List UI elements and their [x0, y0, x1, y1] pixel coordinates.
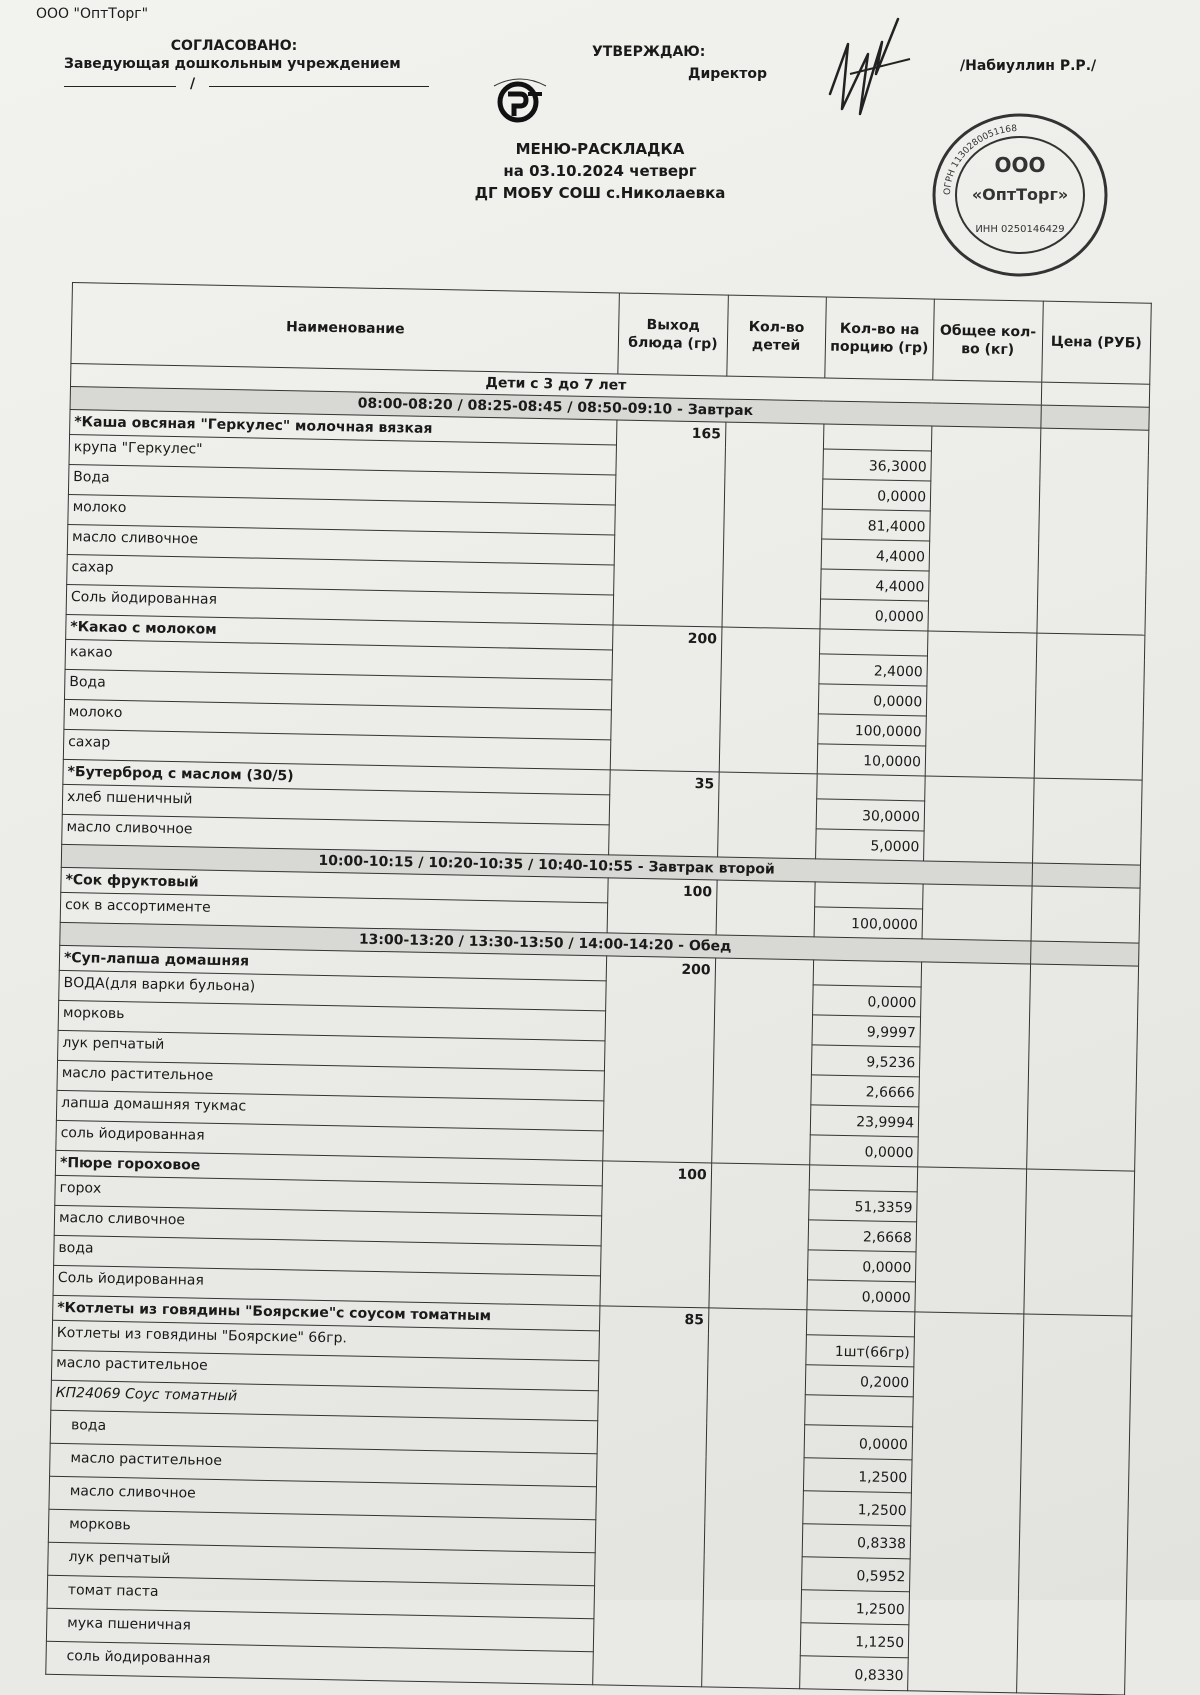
total-cell — [908, 1312, 1024, 1693]
total-cell — [925, 631, 1036, 778]
dish-name: *Пюре гороховое — [55, 1150, 603, 1186]
director-name: /Набиуллин Р.Р./ — [960, 58, 1097, 74]
total-cell — [928, 426, 1040, 633]
ingredient-name: лук репчатый — [48, 1542, 596, 1586]
ingredient-name: соль йодированная — [56, 1120, 604, 1161]
organization-name: ООО "ОптТорг" — [36, 6, 149, 22]
ingredient-portion: 5,0000 — [815, 829, 924, 861]
stamp-org: ООО — [994, 153, 1046, 177]
agreed-title: СОГЛАСОВАНО: — [170, 38, 298, 54]
price-cell — [1036, 428, 1148, 635]
total-cell — [918, 962, 1030, 1169]
ingredient-name: вода — [54, 1235, 602, 1276]
ingredient-portion: 4,4000 — [821, 539, 930, 571]
portion-cell — [819, 629, 928, 656]
director-role: Директор — [688, 66, 768, 82]
ingredient-name: масло сливочное — [54, 1205, 602, 1246]
agreed-signature-line — [64, 76, 444, 92]
column-header-children: Кол-во детей — [727, 295, 827, 378]
ingredient-portion: 4,4000 — [820, 569, 929, 601]
ingredient-name: Котлеты из говядины "Боярские" 66гр. — [52, 1320, 600, 1361]
ingredient-name: какао — [65, 639, 613, 680]
ingredient-portion: 1,2500 — [803, 1458, 912, 1493]
empty-cell — [1041, 382, 1150, 407]
name-blank — [209, 76, 429, 87]
ingredient-portion: 0,0000 — [809, 1135, 918, 1167]
ingredient-name: Вода — [64, 669, 612, 710]
title-date: на 03.10.2024 четверг — [503, 162, 697, 180]
column-header-yield: Выход блюда (гр) — [618, 293, 728, 376]
empty-cell — [1030, 941, 1139, 966]
portion-cell — [816, 774, 925, 801]
dish-yield: 100 — [600, 1161, 711, 1308]
price-cell — [1016, 1314, 1132, 1695]
column-header-name: Наименование — [71, 283, 620, 374]
ingredient-portion: 36,3000 — [823, 449, 932, 481]
dish-yield: 35 — [609, 770, 719, 857]
certification-logo-icon — [488, 72, 552, 124]
column-header-price: Цена (РУБ) — [1041, 301, 1151, 384]
menu-table-body — [46, 363, 1150, 1694]
children-count-cell — [722, 422, 824, 629]
signature-blank — [64, 76, 176, 87]
ingredient-name: морковь — [48, 1509, 596, 1553]
ingredient-name: мука пшеничная — [46, 1608, 594, 1652]
portion-cell — [814, 882, 923, 909]
ingredient-portion: 0,0000 — [820, 599, 929, 631]
ingredient-name: морковь — [58, 1000, 606, 1041]
ingredient-portion: 1,2500 — [801, 1590, 910, 1625]
ingredient-name: хлеб пшеничный — [62, 784, 610, 825]
total-cell — [924, 776, 1034, 863]
ingredient-name: Соль йодированная — [53, 1265, 601, 1306]
dish-name: *Какао с молоком — [66, 614, 614, 650]
portion-cell — [823, 424, 932, 451]
stamp-inn: ИНН 0250146429 — [975, 224, 1065, 235]
ingredient-name: крупа "Геркулес" — [69, 434, 617, 475]
children-count-cell — [711, 958, 813, 1165]
ingredient-name: масло сливочное — [49, 1476, 597, 1520]
ingredient-portion: 0,5952 — [801, 1557, 910, 1592]
ingredient-name: горох — [55, 1175, 603, 1216]
dish-name: *Сок фруктовый — [61, 867, 609, 903]
ingredient-portion: 81,4000 — [821, 509, 930, 541]
portion-cell — [813, 960, 922, 987]
ingredient-name: Соль йодированная — [66, 584, 614, 625]
dish-name: *Каша овсяная "Геркулес" молочная вязкая — [70, 409, 618, 445]
children-count-cell — [717, 772, 817, 859]
stamp-company: «ОптТорг» — [971, 185, 1069, 204]
ingredient-name: молоко — [68, 494, 616, 535]
dish-yield: 200 — [603, 956, 715, 1163]
ingredient-portion: 0,8330 — [799, 1656, 908, 1691]
children-count-cell — [716, 880, 815, 937]
ingredient-portion: 0,0000 — [812, 985, 921, 1017]
title-menu: МЕНЮ-РАСКЛАДКА — [515, 140, 685, 158]
ingredient-name: масло сливочное — [62, 814, 610, 855]
ingredient-portion: 23,9994 — [810, 1105, 919, 1137]
children-count-cell — [719, 627, 820, 774]
ingredient-portion: 51,3359 — [808, 1190, 917, 1222]
dish-name: *Бутерброд с маслом (30/5) — [63, 759, 611, 795]
ingredient-name: КП24069 Соус томатный — [51, 1380, 599, 1421]
ingredient-portion — [804, 1395, 913, 1427]
ingredient-portion: 10,0000 — [817, 744, 926, 776]
ingredient-name: масло растительное — [51, 1350, 599, 1391]
dish-name: *Котлеты из говядины "Боярские"с соусом томатным — [53, 1295, 601, 1331]
ingredient-portion: 2,4000 — [819, 654, 928, 686]
dish-yield: 165 — [613, 420, 725, 627]
ingredient-name: сахар — [67, 554, 615, 595]
children-count-cell — [701, 1308, 806, 1689]
agreed-slash: / — [190, 76, 196, 92]
price-cell — [1032, 778, 1142, 865]
price-cell — [1026, 964, 1138, 1171]
company-stamp — [930, 110, 1110, 280]
ingredient-portion: 2,6666 — [811, 1075, 920, 1107]
ingredient-name: масло растительное — [57, 1060, 605, 1101]
ingredient-portion: 0,2000 — [805, 1365, 914, 1397]
document-title — [440, 138, 760, 204]
column-header-total: Общее кол-во (кг) — [933, 299, 1043, 382]
column-header-portion: Кол-во на порцию (гр) — [824, 297, 934, 380]
director-signature — [820, 14, 920, 124]
ingredient-name: вода — [50, 1410, 598, 1454]
ingredient-name: сахар — [63, 729, 611, 770]
dish-name: *Суп-лапша домашняя — [59, 945, 607, 981]
ingredient-name: масло сливочное — [67, 524, 615, 565]
stamp-ogrn: ОГРН 1130280051168 — [942, 124, 1018, 196]
title-institution: ДГ МОБУ СОШ с.Николаевка — [474, 184, 726, 202]
total-cell — [915, 1167, 1026, 1314]
menu-table — [45, 282, 1152, 1695]
ingredient-portion: 100,0000 — [814, 907, 923, 939]
ingredient-name: лук репчатый — [58, 1030, 606, 1071]
ingredient-name: лапша домашняя тукмас — [56, 1090, 604, 1131]
meal-section-title: 08:00-08:20 / 08:25-08:45 / 08:50-09:10 - Завтрак — [70, 386, 1041, 428]
children-count-cell — [709, 1163, 810, 1310]
ingredient-portion: 0,0000 — [822, 479, 931, 511]
agreed-block — [64, 38, 444, 92]
ingredient-portion: 0,0000 — [804, 1425, 913, 1460]
dish-yield: 200 — [611, 625, 722, 772]
price-cell — [1023, 1169, 1134, 1316]
empty-cell — [1032, 863, 1141, 888]
meal-section-title: 13:00-13:20 / 13:30-13:50 / 14:00-14:20 - Обед — [60, 922, 1031, 964]
portion-cell — [806, 1310, 915, 1337]
ingredient-portion: 9,9997 — [812, 1015, 921, 1047]
ingredient-portion: 1,2500 — [802, 1491, 911, 1526]
total-cell — [922, 884, 1031, 941]
dish-yield: 85 — [593, 1306, 709, 1687]
ingredient-portion: 30,0000 — [816, 799, 925, 831]
ingredient-name: соль йодированная — [46, 1641, 594, 1685]
age-group-label: Дети с 3 до 7 лет — [70, 363, 1041, 405]
portion-cell — [809, 1165, 918, 1192]
ingredient-name: масло растительное — [50, 1443, 598, 1487]
ingredient-portion: 0,0000 — [818, 684, 927, 716]
meal-section-title: 10:00-10:15 / 10:20-10:35 / 10:40-10:55 - Завтрак второй — [61, 844, 1032, 886]
ingredient-name: ВОДА(для варки бульона) — [59, 970, 607, 1011]
ingredient-name: томат паста — [47, 1575, 595, 1619]
approve-title: УТВЕРЖДАЮ: — [592, 44, 706, 60]
ingredient-portion: 1шт(66гр) — [806, 1335, 915, 1367]
ingredient-portion: 2,6668 — [808, 1220, 917, 1252]
ingredient-name: Вода — [68, 464, 616, 505]
dish-yield: 100 — [607, 878, 716, 935]
empty-cell — [1040, 405, 1149, 430]
ingredient-portion: 9,5236 — [811, 1045, 920, 1077]
ingredient-name: сок в ассортименте — [60, 892, 608, 933]
ingredient-portion: 0,8338 — [802, 1524, 911, 1559]
ingredient-portion: 100,0000 — [817, 714, 926, 746]
agreed-role: Заведующая дошкольным учреждением — [64, 56, 401, 72]
ingredient-name: молоко — [64, 699, 612, 740]
ingredient-portion: 0,0000 — [807, 1280, 916, 1312]
ingredient-portion: 1,1250 — [800, 1623, 909, 1658]
price-cell — [1034, 633, 1145, 780]
ingredient-portion: 0,0000 — [807, 1250, 916, 1282]
price-cell — [1031, 886, 1141, 943]
